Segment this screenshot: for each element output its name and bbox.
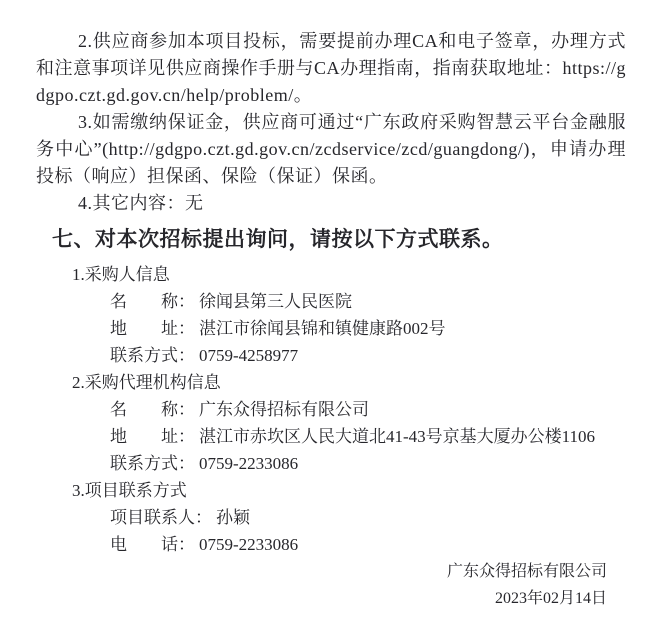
signature-block — [36, 558, 607, 612]
contact-row-value: 0759-4258977 — [199, 346, 299, 365]
contact-row-value: 徐闻县第三人民医院 — [199, 292, 352, 311]
contact-section-title: 1.采购人信息 — [72, 265, 170, 284]
contact-row-phone — [110, 531, 626, 558]
contact-row-phone — [110, 342, 626, 369]
contact-section-title: 3.项目联系方式 — [72, 481, 187, 500]
signature-date: 2023年02月14日 — [494, 590, 607, 607]
contact-row-address — [110, 315, 626, 342]
paragraph-supplier-ca: 2.供应商参加本项目投标，需要提前办理CA和电子签章，办理方式和注意事项详见供应商操作手册与CA办理指南，指南获取地址：https://gdgpo.czt.gd.gov.cn/help/problem/。 — [36, 31, 626, 105]
contact-row-phone — [110, 450, 626, 477]
contact-row-person — [110, 504, 626, 531]
contact-row-value: 0759-2233086 — [199, 535, 299, 554]
contact-row-name — [110, 288, 626, 315]
paragraph-other-content: 4.其它内容：无 — [78, 193, 204, 213]
contact-row-value: 湛江市赤坎区人民大道北41-43号京基大厦办公楼1106 — [199, 427, 596, 446]
contact-row-label: 电 话： — [110, 535, 195, 554]
contact-section-agency — [36, 369, 626, 477]
contact-section-project — [36, 477, 626, 558]
paragraph-deposit-guarantee: 3.如需缴纳保证金，供应商可通过“广东政府采购智慧云平台金融服务中心”(http://gdgpo.czt.gd.gov.cn/zcdservice/zcd/guangdong/)，申请办理投标（响应）担保函、保险（保证）保函。 — [36, 112, 626, 186]
contact-row-label: 地 址： — [110, 319, 195, 338]
contact-row-address — [110, 423, 626, 450]
section-heading-inquiry-contact: 七、对本次招标提出询问，请按以下方式联系。 — [52, 227, 504, 251]
contact-section-title: 2.采购代理机构信息 — [72, 373, 221, 392]
contact-row-label: 名 称： — [110, 292, 195, 311]
contact-row-label: 联系方式： — [110, 454, 195, 473]
contact-row-value: 孙颖 — [216, 508, 250, 527]
contact-row-name — [110, 396, 626, 423]
contact-row-value: 广东众得招标有限公司 — [199, 400, 369, 419]
contact-row-label: 名 称： — [110, 400, 195, 419]
contact-row-label: 联系方式： — [110, 346, 195, 365]
contact-section-purchaser — [36, 261, 626, 369]
contact-row-label: 地 址： — [110, 427, 195, 446]
contact-row-value: 湛江市徐闻县锦和镇健康路002号 — [199, 319, 446, 338]
signature-org: 广东众得招标有限公司 — [446, 563, 607, 580]
contact-row-label: 项目联系人： — [110, 508, 212, 527]
contact-row-value: 0759-2233086 — [199, 454, 299, 473]
